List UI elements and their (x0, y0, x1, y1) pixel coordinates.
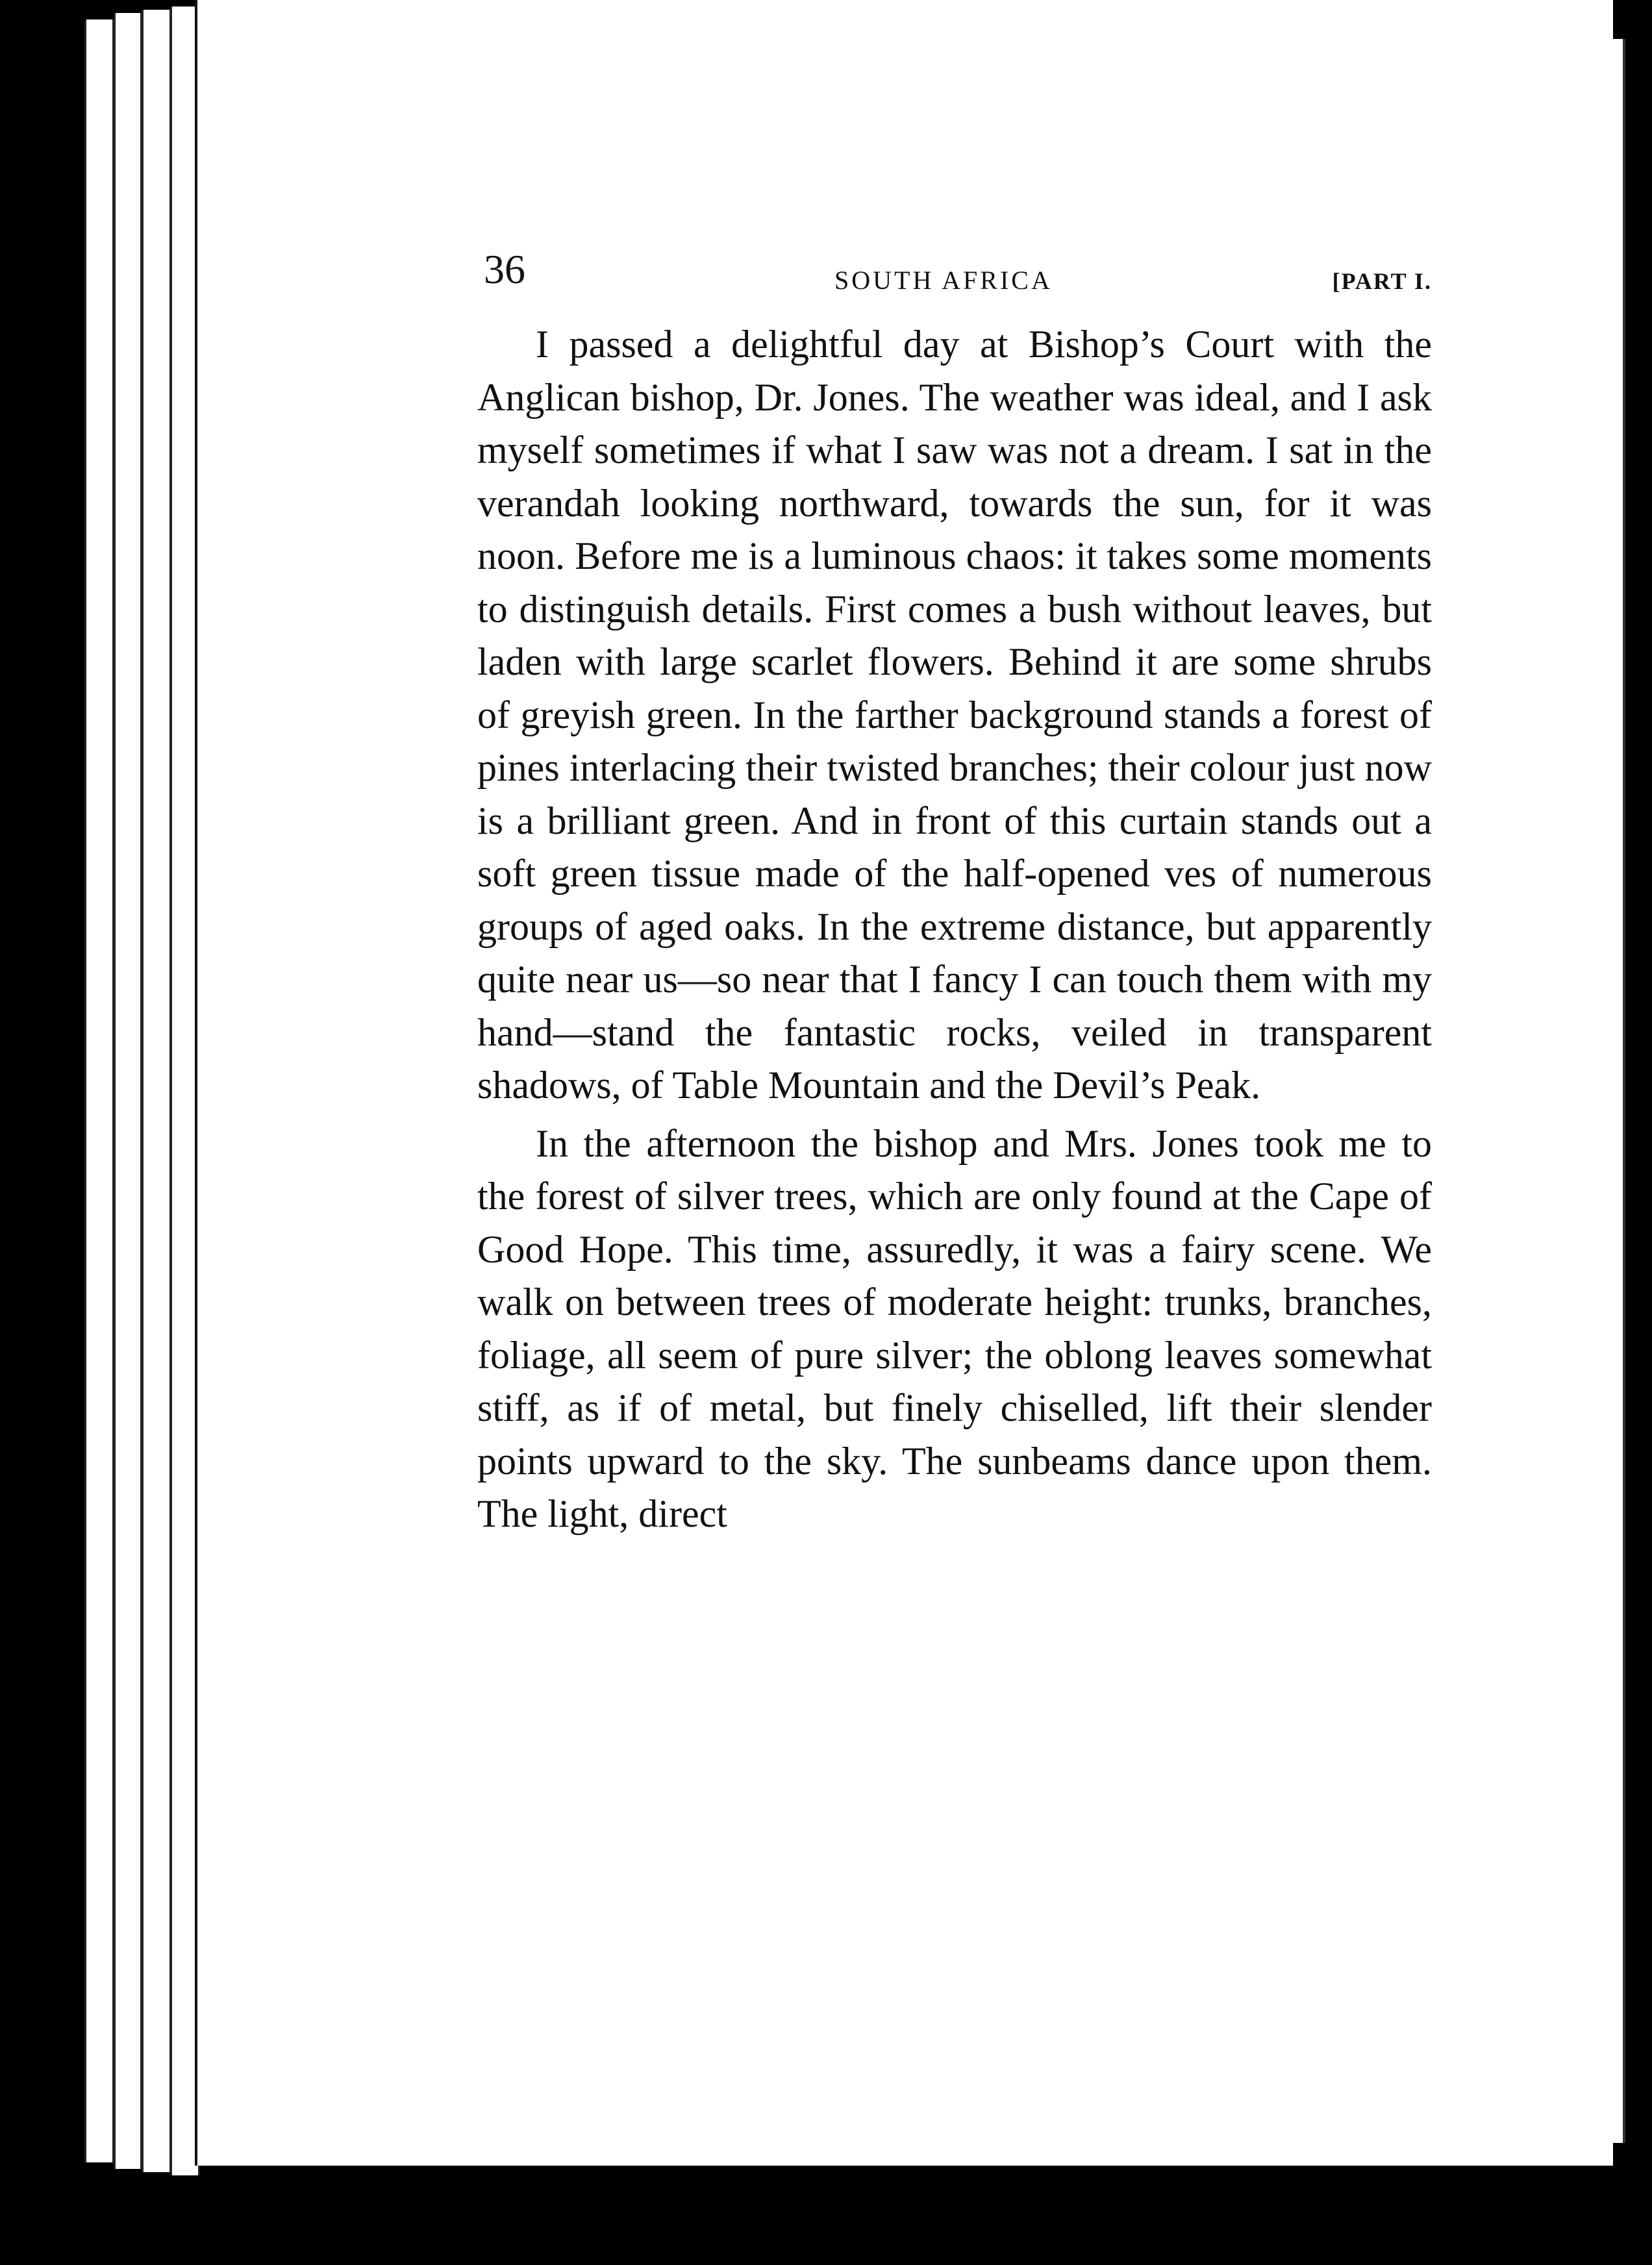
page-edge (84, 19, 114, 2162)
page-edge (142, 10, 171, 2172)
paragraph: In the afternoon the bishop and Mrs. Jones took me to the forest of silver trees, which are only found at the Cape of Good Hope. This time, assuredly, it was a fairy scene. We walk on between trees of moderate height: trunks, branches, foliage, all seem of pure silver; the oblong leaves somewhat stiff, as if of metal, but finely chiselled, lift their slender points upward to the sky. The sunbeams dance upon them. The light, direct (477, 1121, 1432, 1535)
body-text (477, 318, 1432, 1541)
page-edge (114, 13, 142, 2169)
page-header (484, 245, 1432, 297)
paragraph: I passed a delightful day at Bishop’s Court with the Anglican bishop, Dr. Jones. The weather was ideal, and I ask myself sometimes if what I saw was not a dream. I sat in the verandah looking northward, towards the sun, for it was noon. Before me is a luminous chaos: it takes some moments to distinguish details. First comes a bush without leaves, but laden with large scarlet flowers. Behind it are some shrubs of greyish green. In the farther background stands a forest of pines interlacing their twisted branches; their colour just now is a brilliant green. And in front of this curtain stands out a soft green tissue made of the half-opened ves of numerous groups of aged oaks. In the extreme distance, but apparently quite near us—so near that I fancy I can touch them with my hand—stand the fantastic rocks, veiled in transparent shadows, of Table Mountain and the Devil’s Peak. (477, 323, 1432, 1107)
running-title: SOUTH AFRICA (834, 266, 1053, 295)
section-mark: [PART I. (1332, 268, 1432, 294)
page-number: 36 (484, 246, 525, 292)
